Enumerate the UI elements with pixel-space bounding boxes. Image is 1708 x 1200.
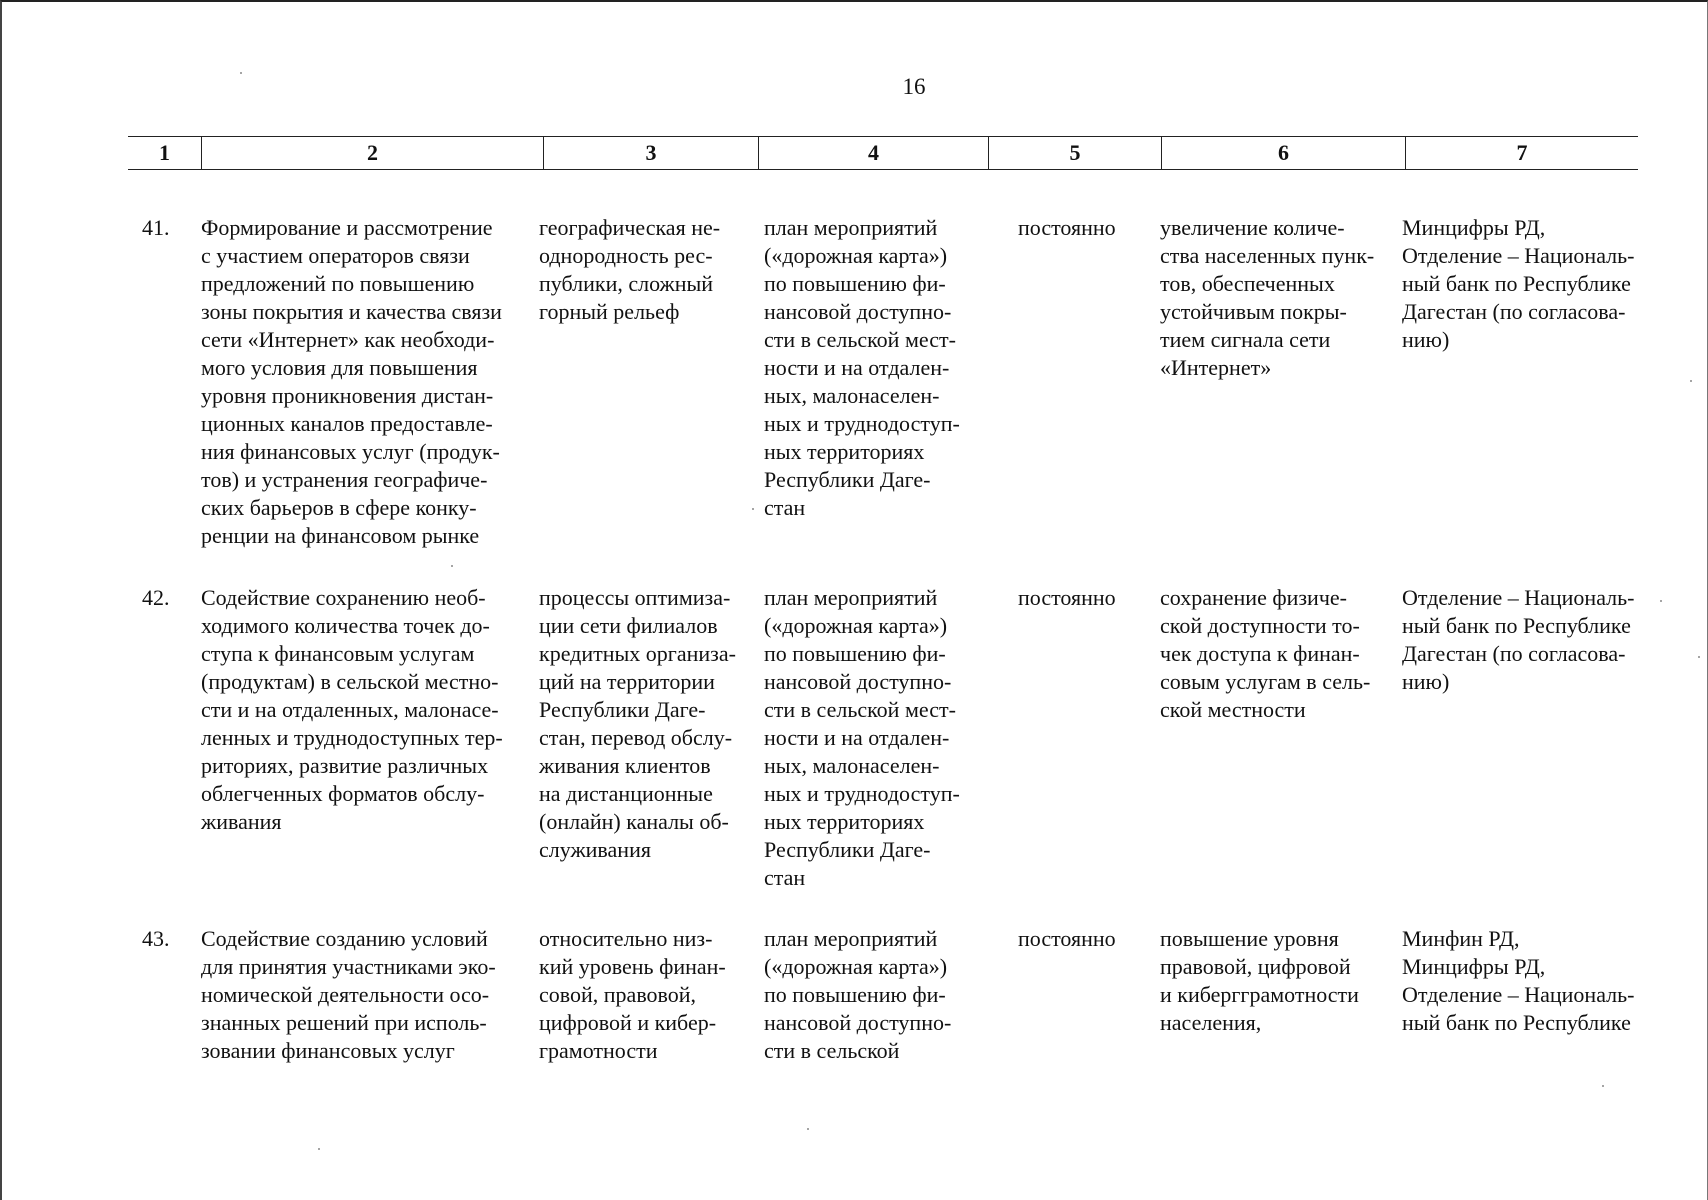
deadline-text: постоянно [1018, 926, 1116, 951]
column-number-7: 7 [1405, 137, 1638, 169]
row-number: 42. [142, 585, 170, 610]
responsible-text: Отделение – Националь- ный банк по Республике Дагестан (по согласова- нию) [1402, 585, 1635, 694]
scan-speck [1602, 1085, 1604, 1087]
result-text: сохранение физиче- ской доступности то- чек доступа к финан- совым услугам в сель- ской местности [1160, 585, 1371, 722]
column-number-5: 5 [988, 137, 1161, 169]
document-text: план мероприятий («дорожная карта») по повышению фи- нансовой доступно- сти в сельской мест- ности и на отдален- ных, малонаселен- ных и труднодоступ- ных территориях Республики Даге- стан [764, 215, 960, 520]
responsible-text: Минцифры РД, Отделение – Националь- ный банк по Республике Дагестан (по согласова- нию) [1402, 215, 1635, 352]
scan-speck [318, 1148, 320, 1150]
column-number-3: 3 [543, 137, 758, 169]
scan-speck [1660, 600, 1662, 602]
column-number-6: 6 [1161, 137, 1405, 169]
document-text: план мероприятий («дорожная карта») по повышению фи- нансовой доступно- сти в сельской мест- ности и на отдален- ных, малонаселен- ных и труднодоступ- ных территориях Республики Даге- стан [764, 585, 960, 890]
column-number-2: 2 [201, 137, 543, 169]
row-number: 41. [142, 215, 170, 240]
scan-speck [1698, 656, 1700, 658]
column-number-1: 1 [159, 140, 170, 165]
problem-text: географическая не- однородность рес- публики, сложный горный рельеф [539, 215, 721, 324]
measure-text: Содействие сохранению необ- ходимого количества точек до- ступа к финансовым услугам (продуктам) в сельской местно- сти и на отдаленных, малонасе- ленных и труднодоступных тер- риториях, развитие различных облегченных форматов обслу- живания [201, 585, 503, 834]
deadline-text: постоянно [1018, 585, 1116, 610]
result-text: увеличение количе- ства населенных пунк- тов, обеспеченных устойчивым покры- тием сигнала сети «Интернет» [1160, 215, 1375, 380]
page-number: 16 [902, 74, 926, 99]
row-number: 43. [142, 926, 170, 951]
table-column-numbers [128, 136, 1638, 170]
problem-text: процессы оптимиза- ции сети филиалов кредитных организа- ций на территории Республики Даге- стан, перевод обслу- живания клиентов на дистанционные (онлайн) каналы об- служивания [539, 585, 736, 862]
scan-speck [1690, 380, 1692, 382]
scan-speck [451, 565, 453, 567]
column-number-4: 4 [758, 137, 988, 169]
scan-speck [240, 72, 242, 74]
responsible-text: Минфин РД, Минцифры РД, Отделение – Националь- ный банк по Республике [1402, 926, 1635, 1035]
scan-speck [752, 508, 754, 510]
measure-text: Содействие созданию условий для принятия участниками эко- номической деятельности осо- знанных решений при исполь- зовании финансовых услуг [201, 926, 496, 1063]
problem-text: относительно низ- кий уровень финан- совой, правовой, цифровой и кибер- грамотности [539, 926, 726, 1063]
measure-text: Формирование и рассмотрение с участием операторов связи предложений по повышению зоны покрытия и качества связи сети «Интернет» как необходи- мого условия для повышения уровня проникновения дистан- ционных каналов предоставле- ния финансовых услуг (продук- тов) и устранения географиче- ских барьеров в сфере конку- ренции на финансовом рынке [201, 215, 502, 548]
scan-speck [807, 1128, 809, 1130]
deadline-text: постоянно [1018, 215, 1116, 240]
result-text: повышение уровня правовой, цифровой и кибергграмотности населения, [1160, 926, 1359, 1035]
document-text: план мероприятий («дорожная карта») по повышению фи- нансовой доступно- сти в сельской [764, 926, 952, 1063]
